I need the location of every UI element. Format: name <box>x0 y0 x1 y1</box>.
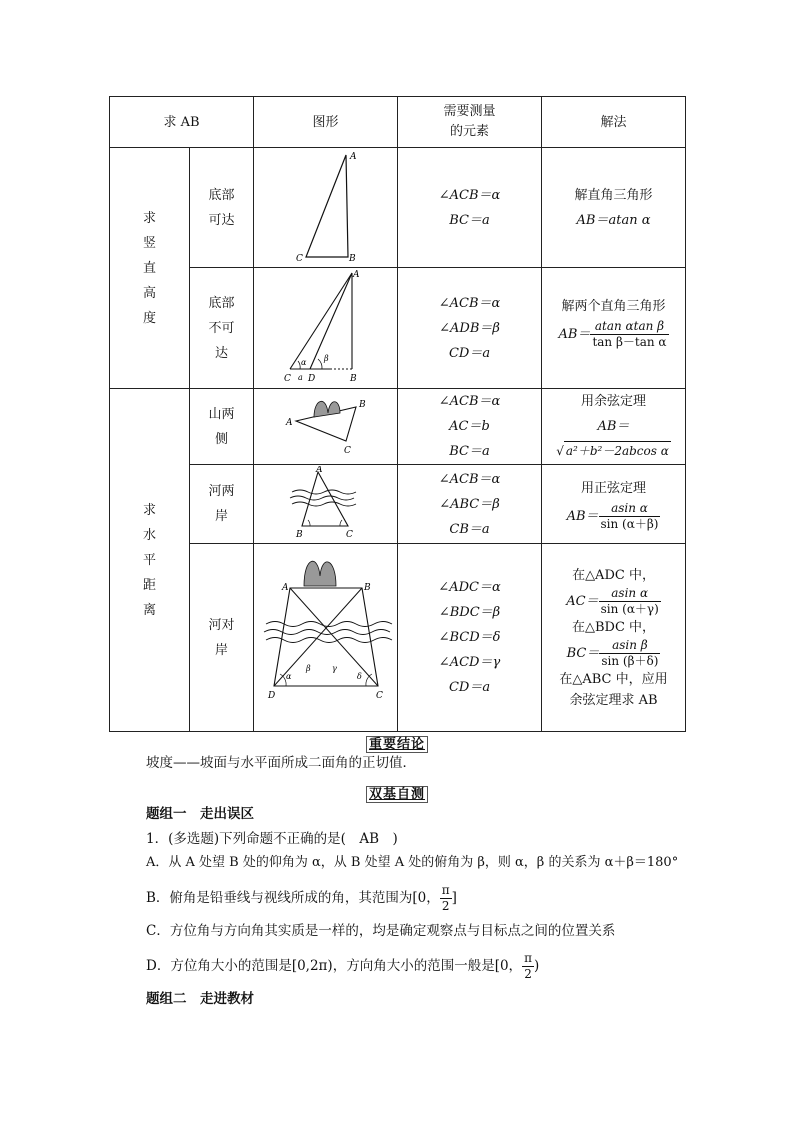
svg-text:B: B <box>295 530 303 540</box>
measure-base-unreachable: ∠ACB＝α ∠ADB＝β CD＝a <box>398 268 542 389</box>
option-c: C．方位角与方向角其实质是一样的，均是确定观察点与目标点之间的位置关系 <box>146 923 616 939</box>
header-method: 解法 <box>542 97 686 148</box>
case-mountain-sides: 山两 侧 <box>190 389 254 465</box>
svg-text:A: A <box>349 151 357 162</box>
group-horizontal-label: 求 水 平 距 离 <box>110 389 190 732</box>
figure-two-triangles <box>254 268 398 389</box>
svg-text:α: α <box>300 358 306 367</box>
measure-base-reachable: ∠ACB＝α BC＝a <box>398 148 542 268</box>
svg-text:C: C <box>345 530 353 540</box>
option-a: A．从 A 处望 B 处的仰角为 α，从 B 处望 A 处的俯角为 β，则 α，β 的关系为 α＋β＝180° <box>146 855 679 870</box>
solution-table <box>109 96 686 732</box>
svg-text:δ: δ <box>356 671 362 681</box>
figure-right-triangle <box>254 148 398 268</box>
header-figure: 图形 <box>254 97 398 148</box>
group-one-title: 题组一 走出误区 <box>146 806 254 822</box>
group-vertical-label: 求 竖 直 高 度 <box>110 148 190 389</box>
method-base-unreachable: 解两个直角三角形 AB＝ $\frac{\text{atan αtan β}}{\text{tan β－tan α}}$ <box>542 268 686 389</box>
svg-text:B: B <box>349 374 357 384</box>
svg-text:D: D <box>307 374 315 384</box>
group-two-title: 题组二 走进教材 <box>146 991 254 1007</box>
svg-text:β: β <box>305 663 311 673</box>
case-base-reachable: 底部 可达 <box>190 148 254 268</box>
case-river-banks: 河两 岸 <box>190 465 254 544</box>
method-mountain-sides: 用余弦定理 AB＝ √ a²＋b²－2abcos α <box>542 389 686 465</box>
svg-text:a: a <box>297 373 303 382</box>
measure-opposite-bank: ∠ADC＝α ∠BDC＝β ∠BCD＝δ ∠ACD＝γ CD＝a <box>398 544 542 732</box>
svg-text:β: β <box>323 354 329 363</box>
svg-text:C: C <box>295 253 303 264</box>
header-find-ab: 求 AB <box>110 97 254 148</box>
svg-text:A: A <box>281 582 289 593</box>
figure-mountain <box>254 389 398 465</box>
figure-opposite-bank <box>254 544 398 732</box>
svg-text:C: C <box>283 374 291 384</box>
measure-mountain-sides: ∠ACB＝α AC＝b BC＝a <box>398 389 542 465</box>
svg-text:D: D <box>267 690 275 701</box>
conclusion-text: 坡度——坡面与水平面所成二面角的正切值． <box>146 755 416 771</box>
option-d: D．方位角大小的范围是[0,2π)，方向角大小的范围一般是[0， $\frac{\pi}{2}$ ) <box>146 951 540 981</box>
svg-text:γ: γ <box>331 663 337 673</box>
measure-river-banks: ∠ACB＝α ∠ABC＝β CB＝a <box>398 465 542 544</box>
basics-header: 双基自测 <box>0 783 794 802</box>
svg-text:B: B <box>348 253 356 264</box>
case-base-unreachable: 底部 不可 达 <box>190 268 254 389</box>
svg-text:α: α <box>285 671 291 681</box>
svg-text:A: A <box>352 270 360 280</box>
conclusion-header: 重要结论 <box>0 733 794 752</box>
method-river-banks: 用正弦定理 AB＝ $\frac{\text{asin α}}{\sin (\alpha+\beta)}$ <box>542 465 686 544</box>
svg-text:A: A <box>315 466 323 475</box>
figure-river <box>254 465 398 544</box>
question-1: 1．(多选题)下列命题不正确的是( AB ) <box>146 831 398 847</box>
svg-text:C: C <box>343 445 351 456</box>
case-opposite-bank: 河对 岸 <box>190 544 254 732</box>
option-b: B．俯角是铅垂线与视线所成的角，其范围为[0， $\frac{\pi}{2}$ ] <box>146 883 457 913</box>
svg-text:C: C <box>375 690 383 701</box>
header-measure: 需要测量 的元素 <box>398 97 542 148</box>
svg-text:A: A <box>285 417 293 428</box>
method-opposite-bank: 在△ADC 中， AC＝ $\frac{\text{asin α}}{\sin (\alpha+\gamma)}$ 在△BDC 中， BC＝ $\frac{\text{asin β}}{\sin (\beta+\delta)}$ 在△ABC 中，应用 余弦定理求 AB <box>542 544 686 732</box>
svg-text:B: B <box>363 582 371 593</box>
method-base-reachable: 解直角三角形 AB＝atan α <box>542 148 686 268</box>
svg-text:B: B <box>358 399 366 410</box>
